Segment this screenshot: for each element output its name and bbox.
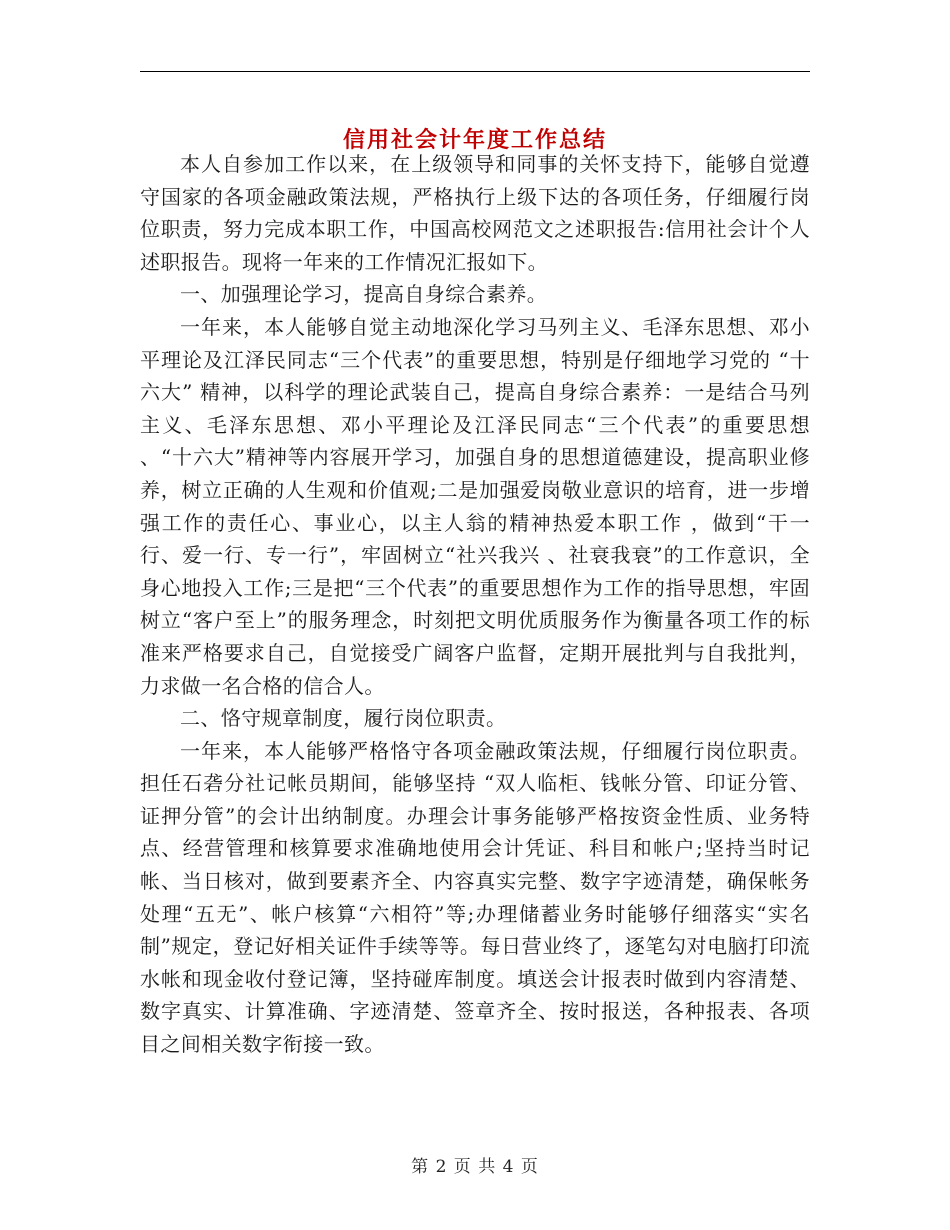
document-body [140, 148, 810, 1061]
section-heading-1: 一、加强理论学习，提高自身综合素养。 [180, 282, 548, 307]
paragraph-intro: 本人自参加工作以来，在上级领导和同事的关怀支持下，能够自觉遵守国家的各项金融政策法规，严格执行上级下达的各项任务，仔细履行岗位职责，努力完成本职工作，中国高校网范文之述职报告:信用社会计个人述职报告。现将一年来的工作情况汇报如下。 [140, 152, 810, 274]
paragraph-job-duties: 一年来，本人能够严格恪守各项金融政策法规，仔细履行岗位职责。担任石砻分社记帐员期间，能够坚持 “双人临柜、钱帐分管、印证分管、证押分管”的会计出纳制度。办理会计事务能够严格按资金性质、业务特点、经营管理和核算要求准确地使用会计凭证、科目和帐户;坚持当时记帐、当日核对，做到要素齐全、内容真实完整、数字字迹清楚，确保帐务处理“五无”、帐户核算“六相符”等;办理储蓄业务时能够仔细落实“实名制”规定，登记好相关证件手续等等。每日营业终了，逐笔勾对电脑打印流水帐和现金收付登记簿，坚持碰库制度。填送会计报表时做到内容清楚、数字真实、计算准确、字迹清楚、签章齐全、按时报送，各种报表、各项目之间相关数字衔接一致。 [140, 738, 810, 1057]
section-heading-2: 二、恪守规章制度，履行岗位职责。 [180, 706, 507, 731]
paragraph-theory-study: 一年来，本人能够自觉主动地深化学习马列主义、毛泽东思想、邓小平理论及江泽民同志“三个代表”的重要思想，特别是仔细地学习党的 “十六大” 精神，以科学的理论武装自己，提高自身综合素养：一是结合马列主义、毛泽东思想、邓小平理论及江泽民同志“三个代表”的重要思想 、“十六大”精神等内容展开学习，加强自身的思想道德建设，提高职业修养，树立正确的人生观和价值观;二是加强爱岗敬业意识的培育，进一步增强工作的责任心、事业心，以主人翁的精神热爱本职工作 ，做到“干一行、爱一行、专一行”，牢固树立“社兴我兴 、社衰我衰”的工作意识，全身心地投入工作;三是把“三个代表”的重要思想作为工作的指导思想，牢固树立“客户至上”的服务理念，时刻把文明优质服务作为衡量各项工作的标准来严格要求自己，自觉接受广阔客户监督，定期开展批判与自我批判，力求做一名合格的信合人。 [140, 314, 810, 698]
document-title: 信用社会计年度工作总结 [342, 127, 607, 153]
page-number: 第 2 页 共 4 页 [411, 1157, 539, 1177]
header-rule [140, 71, 810, 72]
